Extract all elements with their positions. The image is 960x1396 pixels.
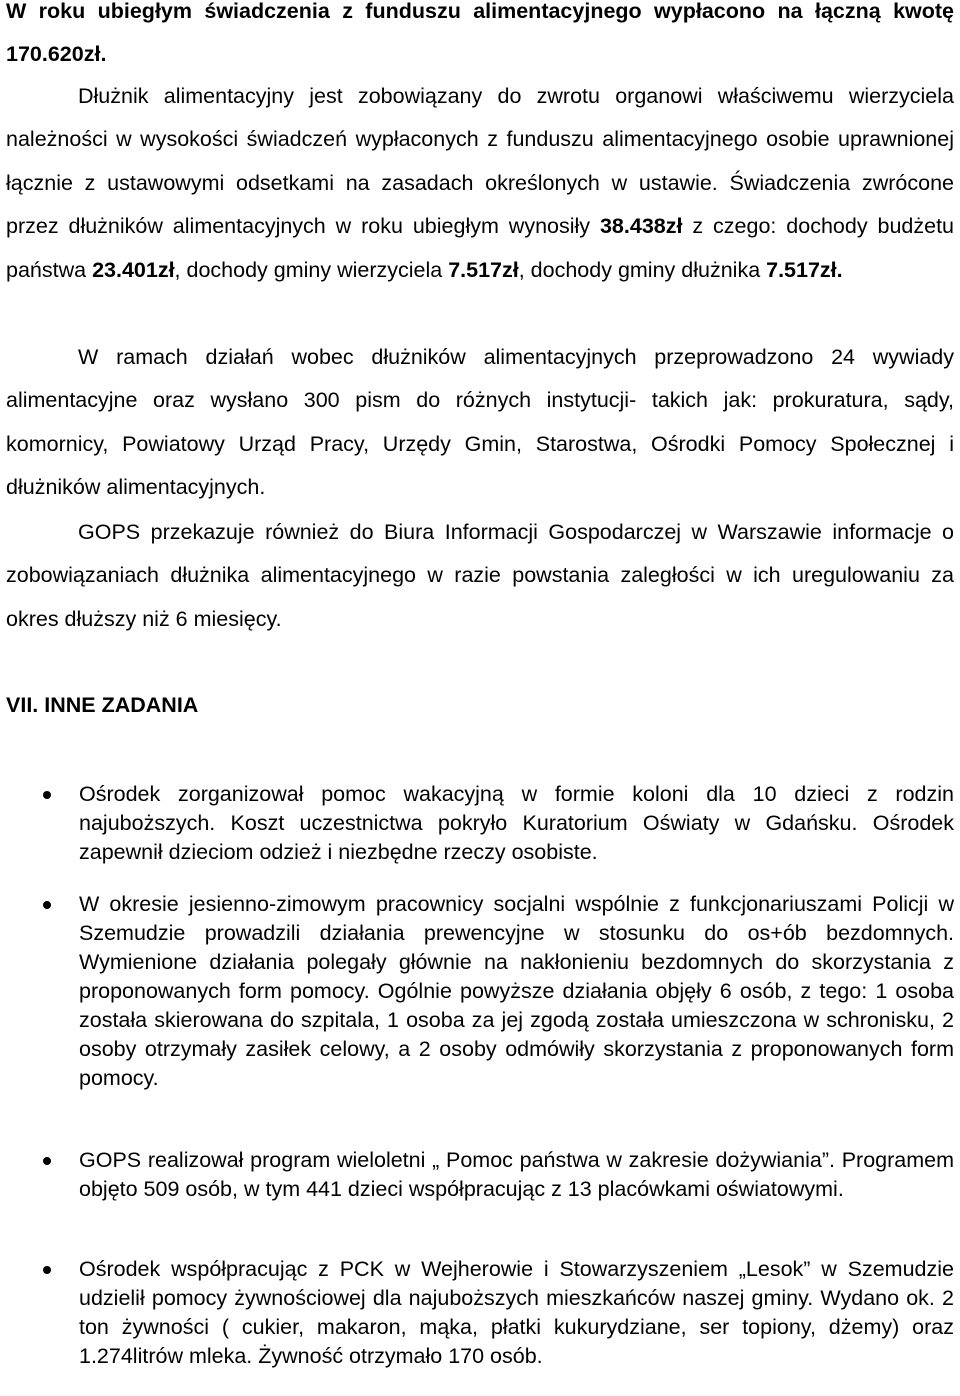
debtor-text-a: Dłużnik alimentacyjny jest zobowiązany do zwrotu organowi właściwemu wierzyciela należności w wysokości świadczeń wypłaconych z funduszu alimentacyjnego osobie uprawnionej łącznie z ustawowymi odsetkami na zasadach określonych w ustawie. Świadczenia zwrócone przez dłużników alimentacyjnych w roku ubiegłym wynosiły <box>6 84 954 239</box>
amount-creditor: 7.517zł <box>448 257 519 282</box>
actions-text-b: wywiady alimentacyjne oraz wysłano <box>6 345 955 413</box>
bullet-item <box>6 1255 954 1371</box>
bullet-item <box>6 780 954 867</box>
bullet-dot <box>43 1266 51 1274</box>
paragraph-debtor-obligation <box>6 75 954 292</box>
bullet-text: Ośrodek współpracując z PCK w Wejherowie i Stowarzyszeniem „Lesok” w Szemudzie udzielił pomocy żywnościowej dla najuboższych mieszkańców naszej gminy. Wydano ok. 2 ton żywności ( cukier, makaron, mąka, płatki kukurydziane, ser topiony, dżemy) oraz 1.274litrów mleka. Żywność otrzymało 170 osób. <box>79 1257 954 1368</box>
debtor-text-c: , dochody gminy wierzyciela <box>174 257 449 282</box>
section-heading: VII. INNE ZADANIA <box>6 693 199 717</box>
interviews-count: 24 <box>831 345 855 369</box>
bullet-item <box>6 1146 954 1204</box>
paragraph-actions <box>6 336 954 510</box>
fund-total-text: W roku ubiegłym świadczenia z funduszu alimentacyjnego wypłacono na łączną kwotę 170.620zł. <box>6 0 954 67</box>
amount-total: 38.438zł <box>599 214 683 239</box>
amount-state: 23.401zł <box>92 257 175 282</box>
actions-text-c: pism do różnych instytucji- takich jak: prokuratura, sądy, komornicy, Powiatowy Urząd Pracy, Urzędy Gmin, Starostwa, Ośrodki Pomocy Społecznej i dłużników alimentacyjnych. <box>6 388 954 500</box>
letters-count: 300 <box>303 388 340 413</box>
bullet-dot <box>43 901 51 909</box>
big-text: GOPS przekazuje również do Biura Informacji Gospodarczej w Warszawie informacje o zobowiązaniach dłużnika alimentacyjnego w razie powstania zaległości w ich uregulowaniu za okres dłuższy niż 6 miesięcy. <box>6 520 954 631</box>
bullet-dot <box>43 791 51 799</box>
bullet-text: W okresie jesienno-zimowym pracownicy socjalni wspólnie z funkcjonariuszami Policji w Szemudzie prowadzili działania prewencyjne w stosunku do os+ób bezdomnych. Wymienione działania polegały głównie na nakłonieniu bezdomnych do skorzystania z proponowanych form pomocy. Ogólnie powyższe działania objęły 6 osób, z tego: 1 osoba została skierowana do szpitala, 1 osoba za jej zgodą została umieszczona w schronisku, 2 osoby otrzymały zasiłek celowy, a 2 osoby odmówiły skorzystania z proponowanych form pomocy. <box>79 892 954 1090</box>
actions-text-a: W ramach działań wobec dłużników alimentacyjnych przeprowadzono <box>78 345 832 369</box>
debtor-text-d: , dochody gminy dłużnika <box>518 257 767 282</box>
amount-debtor: 7.517zł. <box>766 257 843 282</box>
debtor-text-b: z czego: dochody budżetu państwa <box>6 214 954 282</box>
paragraph-big <box>6 511 954 641</box>
bullet-text: GOPS realizował program wieloletni „ Pomoc państwa w zakresie dożywiania”. Programem objęto 509 osób, w tym 441 dzieci współpracując z 13 placówkami oświatowymi. <box>79 1148 954 1201</box>
bullet-text: Ośrodek zorganizował pomoc wakacyjną w formie koloni dla 10 dzieci z rodzin najuboższych. Koszt uczestnictwa pokryło Kuratorium Oświaty w Gdańsku. Ośrodek zapewnił dzieciom odzież i niezbędne rzeczy osobiste. <box>79 782 954 864</box>
bullet-item <box>6 890 954 1093</box>
paragraph-fund-total <box>6 0 954 77</box>
bullet-dot <box>43 1157 51 1165</box>
